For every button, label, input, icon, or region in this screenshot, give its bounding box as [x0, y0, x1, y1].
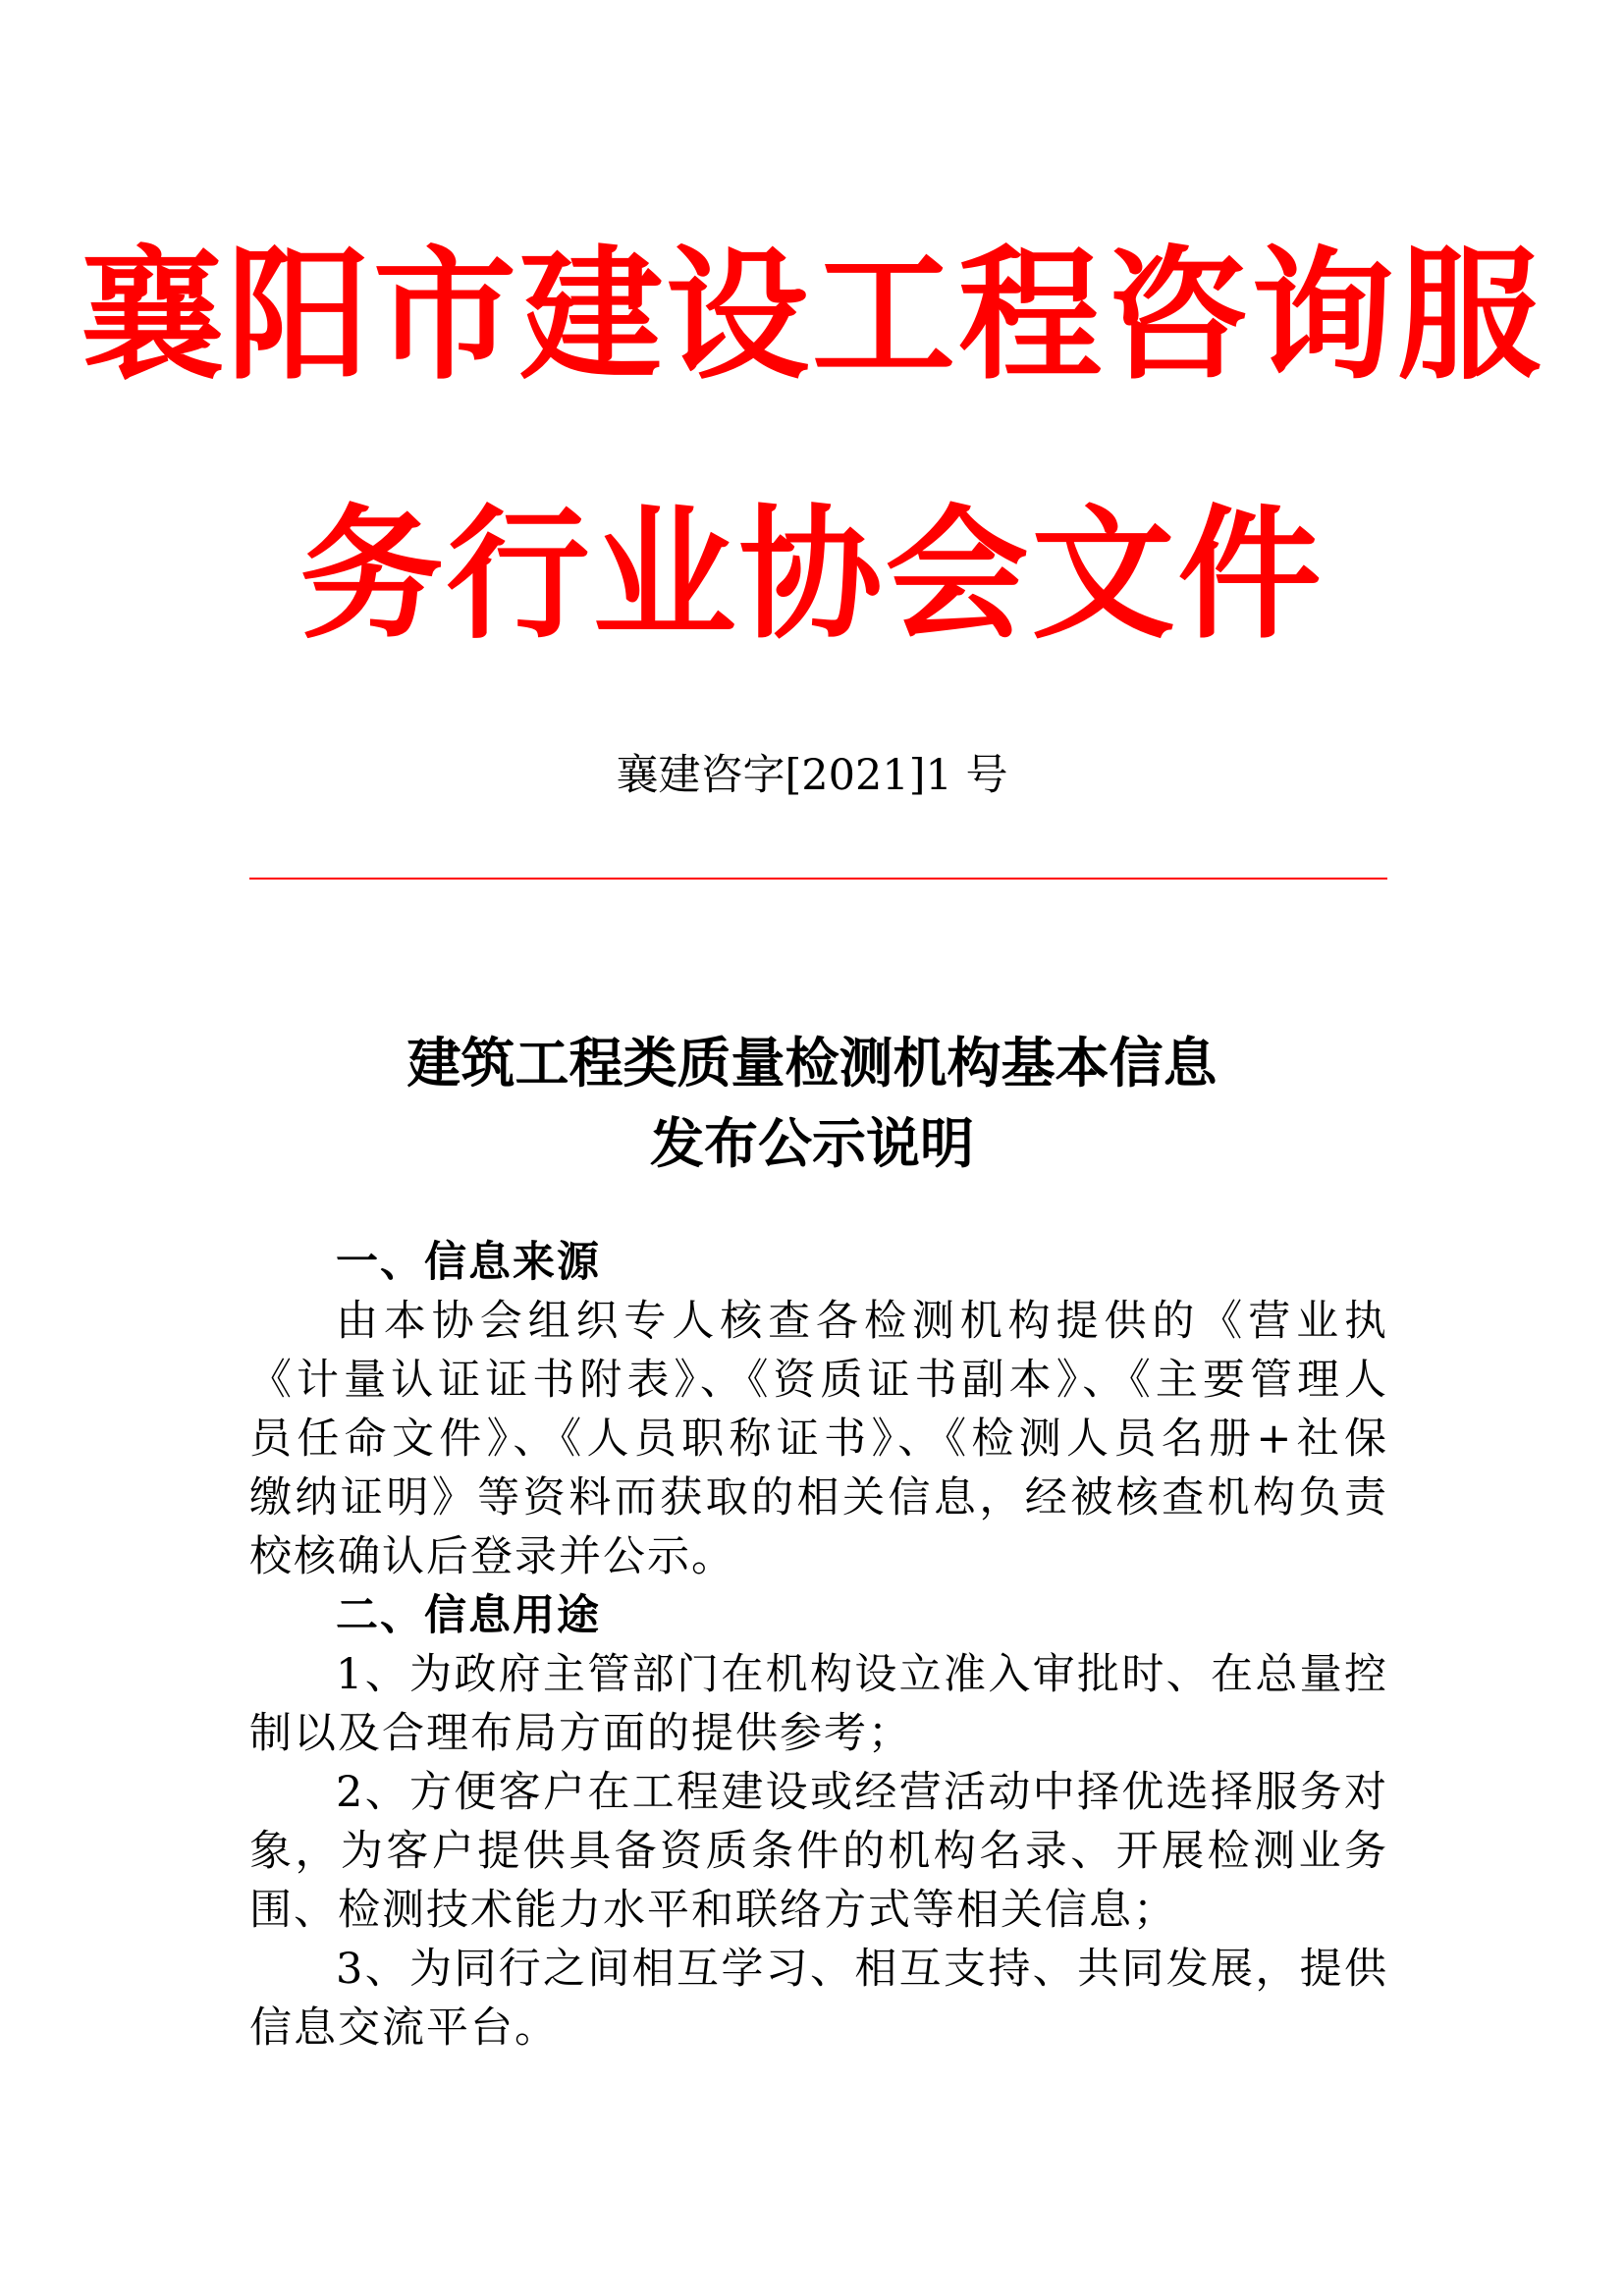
section-heading-info-source: 一、信息来源 — [336, 1238, 601, 1287]
letterhead-line-1: 襄阳市建设工程咨询服 — [81, 233, 1543, 400]
body-line: 缴纳证明》等资料而获取的相关信息，经被核查机构负责 — [249, 1473, 1388, 1522]
body-line: 由本协会组织专人核查各检测机构提供的《营业执 — [336, 1297, 1388, 1346]
body-line: 员任命文件》、《人员职称证书》、《检测人员名册+社保 — [249, 1415, 1388, 1464]
body-line: 1、为政府主管部门在机构设立准入审批时、在总量控 — [336, 1650, 1388, 1699]
red-divider-line — [249, 878, 1387, 880]
body-line: 校核确认后登录并公示。 — [249, 1532, 735, 1581]
document-number: 襄建咨字[2021]1 号 — [616, 751, 1008, 800]
body-line: 象，为客户提供具备资质条件的机构名录、开展检测业务 — [249, 1827, 1388, 1876]
body-line: 3、为同行之间相互学习、相互支持、共同发展，提供 — [336, 1945, 1388, 1994]
body-line: 《计量认证证书附表》、《资质证书副本》、《主要管理人 — [249, 1356, 1388, 1405]
letterhead-line-2: 务行业协会文件 — [299, 492, 1325, 659]
body-line: 信息交流平台。 — [249, 2003, 559, 2053]
document-body — [249, 1233, 1388, 2057]
section-heading-info-usage: 二、信息用途 — [336, 1591, 601, 1640]
body-line: 制以及合理布局方面的提供参考； — [249, 1709, 912, 1758]
body-line: 围、检测技术能力水平和联络方式等相关信息； — [249, 1886, 1177, 1935]
document-title-line-2: 发布公示说明 — [649, 1112, 974, 1175]
document-title-line-1: 建筑工程类质量检测机构基本信息 — [406, 1032, 1218, 1095]
body-line: 2、方便客户在工程建设或经营活动中择优选择服务对 — [336, 1768, 1388, 1817]
